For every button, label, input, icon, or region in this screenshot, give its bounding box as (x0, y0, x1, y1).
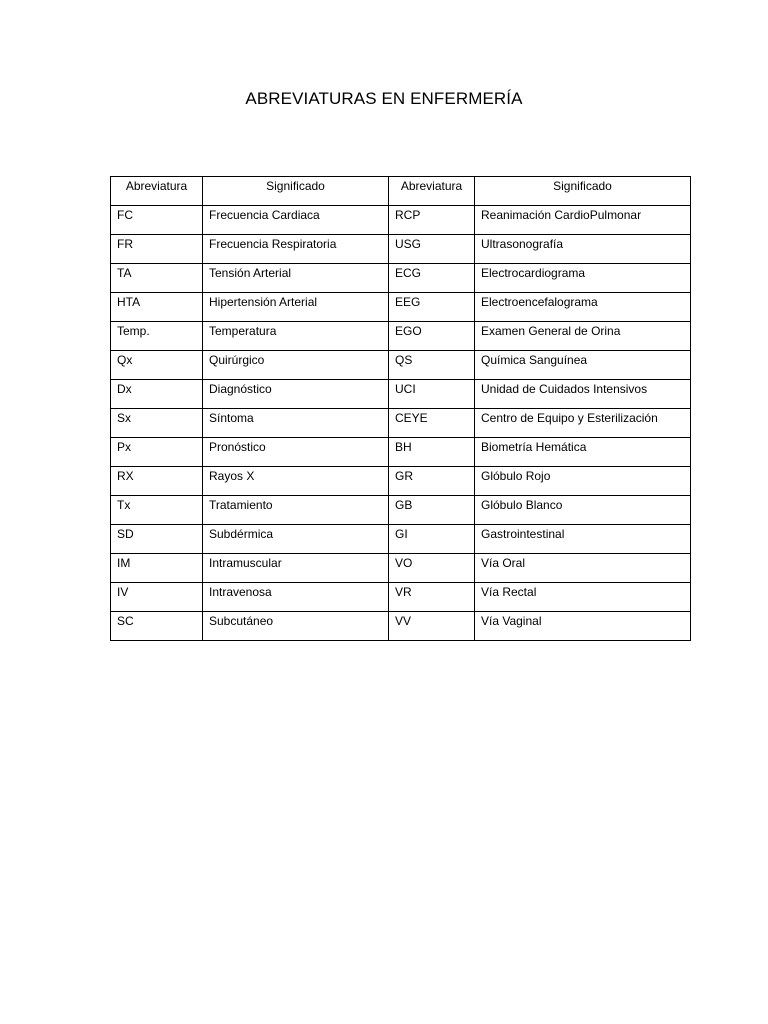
page-title: ABREVIATURAS EN ENFERMERÍA (245, 89, 523, 108)
abbreviation-cell: BH (389, 438, 475, 467)
abbreviation-cell: Sx (111, 409, 203, 438)
meaning-cell: Reanimación CardioPulmonar (475, 206, 691, 235)
meaning-cell: Temperatura (203, 322, 389, 351)
abbreviation-cell: UCI (389, 380, 475, 409)
meaning-cell: Diagnóstico (203, 380, 389, 409)
abbreviation-cell: EGO (389, 322, 475, 351)
header-meaning-2: Significado (475, 177, 691, 206)
abbreviation-cell: SC (111, 612, 203, 641)
abbreviation-cell: USG (389, 235, 475, 264)
table-row (111, 264, 691, 293)
meaning-cell: Examen General de Orina (475, 322, 691, 351)
meaning-cell: Centro de Equipo y Esterilización (475, 409, 691, 438)
meaning-cell: Biometría Hemática (475, 438, 691, 467)
meaning-cell: Química Sanguínea (475, 351, 691, 380)
abbreviation-cell: VV (389, 612, 475, 641)
abbreviation-cell: CEYE (389, 409, 475, 438)
table-row (111, 554, 691, 583)
meaning-cell: Unidad de Cuidados Intensivos (475, 380, 691, 409)
meaning-cell: Síntoma (203, 409, 389, 438)
abbreviation-cell: SD (111, 525, 203, 554)
abbreviation-cell: VO (389, 554, 475, 583)
meaning-cell: Intramuscular (203, 554, 389, 583)
abbreviation-cell: ECG (389, 264, 475, 293)
header-meaning-1: Significado (203, 177, 389, 206)
meaning-cell: Electrocardiograma (475, 264, 691, 293)
table-row (111, 583, 691, 612)
header-abbreviation-2: Abreviatura (389, 177, 475, 206)
abbreviation-cell: Px (111, 438, 203, 467)
abbreviations-table (110, 176, 691, 641)
meaning-cell: Frecuencia Cardiaca (203, 206, 389, 235)
abbreviation-cell: TA (111, 264, 203, 293)
table-row (111, 496, 691, 525)
table-row (111, 322, 691, 351)
meaning-cell: Glóbulo Blanco (475, 496, 691, 525)
abbreviation-cell: GB (389, 496, 475, 525)
abbreviation-cell: Qx (111, 351, 203, 380)
abbreviation-cell: FC (111, 206, 203, 235)
meaning-cell: Electroencefalograma (475, 293, 691, 322)
abbreviation-cell: IM (111, 554, 203, 583)
header-abbreviation-1: Abreviatura (111, 177, 203, 206)
meaning-cell: Tensión Arterial (203, 264, 389, 293)
table-header-row (111, 177, 691, 206)
abbreviation-cell: Tx (111, 496, 203, 525)
table-body (111, 206, 691, 641)
meaning-cell: Vía Oral (475, 554, 691, 583)
abbreviation-cell: Dx (111, 380, 203, 409)
meaning-cell: Intravenosa (203, 583, 389, 612)
meaning-cell: Pronóstico (203, 438, 389, 467)
abbreviation-cell: FR (111, 235, 203, 264)
table-row (111, 467, 691, 496)
abbreviation-cell: VR (389, 583, 475, 612)
abbreviation-cell: IV (111, 583, 203, 612)
table-row (111, 525, 691, 554)
meaning-cell: Subcutáneo (203, 612, 389, 641)
meaning-cell: Vía Vaginal (475, 612, 691, 641)
table-row (111, 351, 691, 380)
abbreviation-cell: EEG (389, 293, 475, 322)
meaning-cell: Hipertensión Arterial (203, 293, 389, 322)
abbreviation-cell: QS (389, 351, 475, 380)
meaning-cell: Quirúrgico (203, 351, 389, 380)
meaning-cell: Vía Rectal (475, 583, 691, 612)
meaning-cell: Ultrasonografía (475, 235, 691, 264)
meaning-cell: Gastrointestinal (475, 525, 691, 554)
table-row (111, 206, 691, 235)
table-row (111, 380, 691, 409)
meaning-cell: Frecuencia Respiratoria (203, 235, 389, 264)
table-row (111, 409, 691, 438)
abbreviation-cell: GR (389, 467, 475, 496)
table-row (111, 612, 691, 641)
table-row (111, 293, 691, 322)
abbreviation-cell: GI (389, 525, 475, 554)
meaning-cell: Subdérmica (203, 525, 389, 554)
table-row (111, 235, 691, 264)
abbreviation-cell: HTA (111, 293, 203, 322)
meaning-cell: Glóbulo Rojo (475, 467, 691, 496)
abbreviation-cell: Temp. (111, 322, 203, 351)
abbreviation-cell: RX (111, 467, 203, 496)
meaning-cell: Tratamiento (203, 496, 389, 525)
table-row (111, 438, 691, 467)
abbreviation-cell: RCP (389, 206, 475, 235)
meaning-cell: Rayos X (203, 467, 389, 496)
